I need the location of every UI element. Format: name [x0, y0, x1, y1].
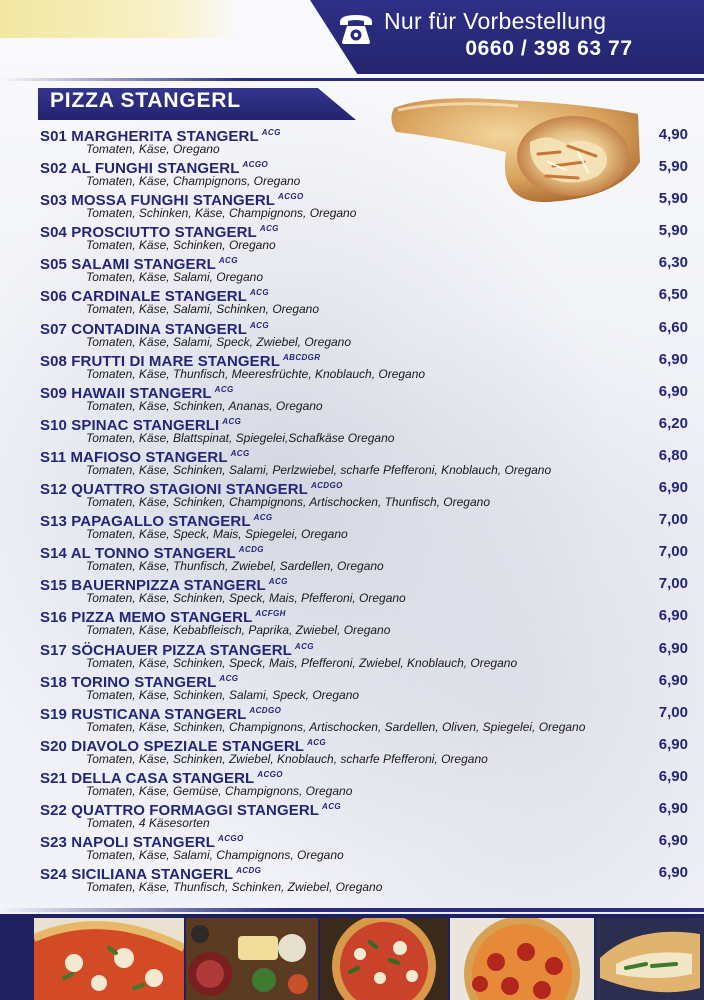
item-name: FRUTTI DI MARE STANGERL: [71, 352, 280, 370]
ingredients-photo: [186, 918, 318, 1000]
item-price: 6,90: [658, 767, 688, 785]
item-description: Tomaten, Käse, Thunfisch, Schinken, Zwiebel, Oregano: [86, 880, 383, 895]
item-price: 6,90: [658, 832, 688, 850]
item-code: S20: [40, 737, 67, 755]
allergen-codes: ABCDGR: [282, 352, 321, 362]
item-price: 6,90: [658, 350, 688, 368]
item-code: S11: [40, 448, 67, 466]
allergen-codes: ACG: [249, 320, 269, 330]
allergen-codes: ACG: [218, 256, 238, 266]
item-description: Tomaten, Käse, Thunfisch, Zwiebel, Sardellen, Oregano: [86, 559, 384, 574]
item-price: 6,20: [658, 414, 688, 432]
item-price: 6,90: [658, 799, 688, 817]
allergen-codes: ACG: [249, 288, 269, 298]
item-name: MOSSA FUNGHI STANGERL: [71, 192, 276, 210]
item-code: S01: [40, 128, 67, 145]
item-price: 5,90: [658, 158, 688, 176]
item-description: Tomaten, Käse, Schinken, Zwiebel, Knoblauch, scharfe Pfefferoni, Oregano: [86, 751, 488, 766]
menu-item: [0, 282, 704, 317]
item-name: RUSTICANA STANGERL: [71, 705, 247, 723]
menu-item: [0, 636, 704, 668]
allergen-codes: ACG: [268, 577, 288, 587]
item-code: S06: [40, 288, 67, 306]
telephone-icon: [336, 12, 376, 46]
item-code: S15: [40, 577, 67, 595]
item-name: CONTADINA STANGERL: [71, 320, 247, 338]
item-code: S09: [40, 384, 67, 402]
menu-item: [0, 250, 704, 285]
item-code: S07: [40, 320, 67, 338]
item-code: S04: [40, 224, 67, 242]
item-code: S05: [40, 256, 67, 274]
item-description: Tomaten, Käse, Salami, Champignons, Oregano: [86, 848, 344, 863]
item-code: S24: [40, 866, 67, 884]
item-price: 5,90: [658, 222, 688, 240]
allergen-codes: ACG: [259, 224, 279, 234]
menu-item: [0, 603, 704, 638]
calzone-photo: [596, 918, 704, 1000]
item-description: Tomaten, Schinken, Käse, Champignons, Oregano: [86, 206, 357, 221]
item-code: S12: [40, 481, 67, 499]
allergen-codes: ACFGH: [255, 609, 286, 619]
section-title: PIZZA STANGERL: [50, 89, 241, 112]
menu-item: [0, 379, 704, 411]
phone-number: 0660 / 398 63 77: [465, 37, 633, 60]
menu-item: [0, 668, 704, 700]
item-description: Tomaten, Käse, Kebabfleisch, Paprika, Zwiebel, Oregano: [86, 623, 391, 638]
allergen-codes: ACDGO: [249, 705, 282, 715]
item-price: 7,00: [658, 543, 688, 561]
item-code: S19: [40, 705, 67, 723]
item-code: S02: [40, 160, 67, 178]
item-name: AL TONNO STANGERL: [70, 545, 236, 563]
item-description: Tomaten, Käse, Schinken, Salami, Perlzwiebel, scharfe Pfefferoni, Knoblauch, Oregano: [86, 462, 552, 477]
item-price: 6,60: [658, 318, 688, 336]
item-price: 5,90: [658, 190, 688, 208]
item-price: 6,90: [658, 671, 688, 689]
item-name: SPINAC STANGERLI: [71, 416, 220, 434]
allergen-codes: ACDG: [236, 866, 262, 876]
item-price: 4,90: [658, 126, 688, 143]
item-description: Tomaten, Käse, Champignons, Oregano: [86, 174, 301, 189]
menu-item: [0, 764, 704, 796]
item-description: Tomaten, Käse, Schinken, Speck, Mais, Pfefferoni, Zwiebel, Knoblauch, Oregano: [86, 655, 518, 670]
item-description: Tomaten, Käse, Schinken, Speck, Mais, Pfefferoni, Oregano: [86, 591, 406, 606]
allergen-codes: ACG: [219, 673, 239, 683]
allergen-codes: ACG: [214, 384, 234, 394]
item-price: 7,00: [658, 511, 688, 529]
allergen-codes: ACG: [294, 641, 314, 651]
item-name: SÖCHAUER PIZZA STANGERL: [71, 641, 292, 659]
salami-pizza-photo: [450, 918, 594, 1000]
item-name: SICILIANA STANGERL: [71, 866, 234, 884]
preorder-notice: Nur für Vorbestellung: [384, 8, 607, 34]
item-description: Tomaten, Käse, Schinken, Champignons, Artischocken, Thunfisch, Oregano: [86, 495, 490, 510]
item-name: AL FUNGHI STANGERL: [70, 160, 240, 178]
item-code: S13: [40, 513, 67, 531]
item-description: Tomaten, Käse, Blattspinat, Spiegelei,Schafkäse Oregano: [86, 430, 395, 445]
item-name: PIZZA MEMO STANGERL: [71, 609, 253, 627]
item-description: Tomaten, Käse, Speck, Mais, Spiegelei, Oregano: [86, 527, 348, 542]
item-code: S03: [40, 192, 67, 210]
item-price: 6,80: [658, 446, 688, 464]
allergen-codes: ACDG: [238, 545, 264, 555]
item-description: Tomaten, Käse, Salami, Schinken, Oregano: [86, 302, 320, 317]
item-description: Tomaten, Käse, Schinken, Ananas, Oregano: [86, 398, 323, 413]
item-name: NAPOLI STANGERL: [71, 834, 216, 852]
pizza-top-photo: [320, 918, 448, 1000]
menu-item: [0, 539, 704, 574]
menu-item: [0, 122, 704, 154]
allergen-codes: ACDGO: [310, 481, 343, 491]
allergen-codes: ACG: [222, 416, 242, 426]
item-code: S08: [40, 352, 67, 370]
allergen-codes: ACG: [261, 128, 281, 137]
allergen-codes: ACGO: [218, 834, 244, 844]
item-name: HAWAII STANGERL: [71, 384, 212, 402]
item-name: QUATTRO STAGIONI STANGERL: [71, 481, 308, 499]
menu-item: [0, 154, 704, 189]
item-description: Tomaten, Käse, Salami, Oregano: [86, 270, 263, 285]
allergen-codes: ACGO: [257, 769, 283, 779]
item-name: MARGHERITA STANGERL: [71, 128, 259, 145]
menu-list: [0, 122, 704, 895]
header-accent: [0, 0, 240, 38]
item-name: TORINO STANGERL: [71, 673, 217, 691]
menu-item: [0, 443, 704, 475]
item-price: 7,00: [658, 575, 688, 593]
item-price: 6,30: [658, 254, 688, 272]
menu-item: [0, 796, 704, 828]
menu-item: [0, 860, 704, 895]
header-divider: [0, 78, 704, 81]
allergen-codes: ACGO: [278, 192, 304, 202]
item-description: Tomaten, Käse, Schinken, Champignons, Artischocken, Sardellen, Oliven, Spiegelei, Oregano: [86, 719, 586, 734]
menu-item: [0, 315, 704, 347]
item-name: MAFIOSO STANGERL: [70, 448, 228, 466]
item-description: Tomaten, Käse, Gemüse, Champignons, Oregano: [86, 783, 353, 798]
allergen-codes: ACG: [322, 801, 342, 811]
menu-item: [0, 475, 704, 510]
item-price: 6,90: [658, 864, 688, 882]
item-code: S21: [40, 769, 67, 787]
item-name: CARDINALE STANGERL: [71, 288, 247, 306]
item-name: BAUERNPIZZA STANGERL: [71, 577, 266, 595]
allergen-codes: ACG: [230, 448, 250, 458]
item-code: S14: [40, 545, 67, 563]
menu-item: [0, 700, 704, 732]
menu-item: [0, 732, 704, 764]
item-price: 6,50: [658, 286, 688, 304]
item-code: S17: [40, 641, 67, 659]
item-price: 6,90: [658, 607, 688, 625]
menu-item: [0, 571, 704, 606]
item-name: DIAVOLO SPEZIALE STANGERL: [71, 737, 305, 755]
item-code: S18: [40, 673, 67, 691]
item-name: DELLA CASA STANGERL: [71, 769, 255, 787]
allergen-codes: ACG: [307, 737, 327, 747]
item-code: S22: [40, 801, 67, 819]
menu-item: [0, 507, 704, 542]
item-description: Tomaten, 4 Käsesorten: [86, 815, 210, 830]
item-code: S23: [40, 834, 67, 852]
footer-divider: [0, 908, 704, 912]
item-code: S16: [40, 609, 67, 627]
item-description: Tomaten, Käse, Schinken, Oregano: [86, 238, 276, 253]
item-price: 6,90: [658, 479, 688, 497]
item-description: Tomaten, Käse, Schinken, Salami, Speck, Oregano: [86, 687, 360, 702]
menu-item: [0, 347, 704, 379]
item-description: Tomaten, Käse, Thunfisch, Meeresfrüchte, Knoblauch, Oregano: [86, 366, 426, 381]
menu-item: [0, 411, 704, 443]
item-name: SALAMI STANGERL: [71, 256, 216, 274]
menu-item: [0, 218, 704, 253]
item-price: 7,00: [658, 703, 688, 721]
item-name: PROSCIUTTO STANGERL: [71, 224, 257, 242]
item-name: PAPAGALLO STANGERL: [71, 513, 251, 531]
item-price: 6,90: [658, 639, 688, 657]
menu-item: [0, 186, 704, 221]
allergen-codes: ACG: [253, 513, 273, 523]
item-price: 6,90: [658, 735, 688, 753]
pizza-photo: [34, 918, 184, 1000]
item-code: S10: [40, 416, 67, 434]
menu-item: [0, 828, 704, 863]
item-description: Tomaten, Käse, Oregano: [86, 142, 220, 156]
allergen-codes: ACGO: [242, 160, 269, 170]
item-description: Tomaten, Käse, Salami, Speck, Zwiebel, Oregano: [86, 334, 352, 349]
item-price: 6,90: [658, 382, 688, 400]
item-name: QUATTRO FORMAGGI STANGERL: [71, 801, 320, 819]
